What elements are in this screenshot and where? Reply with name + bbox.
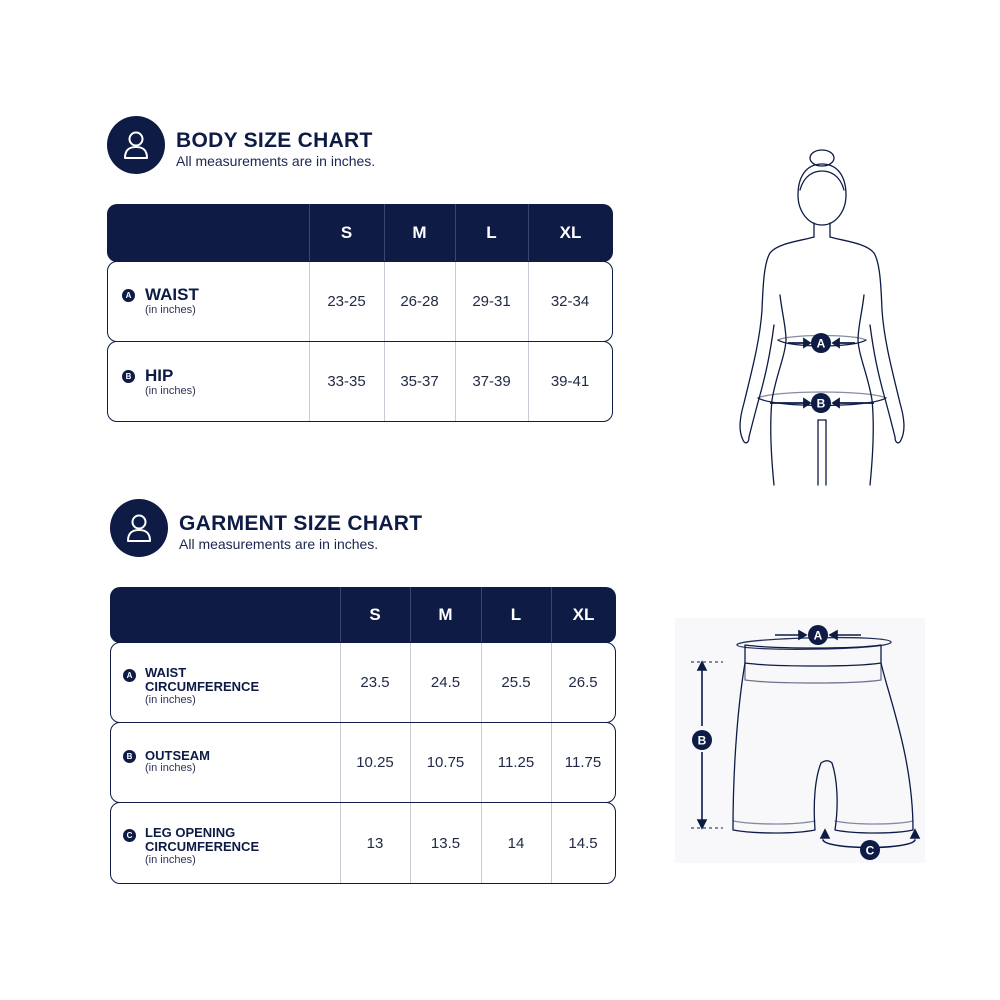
table-cell: 11.75 bbox=[564, 754, 602, 771]
table-row bbox=[107, 261, 613, 342]
size-header-xl: XL bbox=[572, 605, 595, 624]
person-icon bbox=[107, 116, 165, 174]
table-row bbox=[107, 341, 613, 422]
table-cell: 13.5 bbox=[430, 834, 461, 852]
row-label: LEG OPENING bbox=[145, 825, 236, 840]
shorts-garment-illustration bbox=[675, 618, 925, 863]
row-label: OUTSEAM bbox=[145, 748, 210, 763]
table-cell: 26-28 bbox=[400, 293, 439, 310]
table-cell: 10.75 bbox=[426, 754, 465, 771]
garment-chart-subtitle: All measurements are in inches. bbox=[179, 536, 379, 552]
table-cell: 25.5 bbox=[501, 674, 531, 691]
table-cell: 29-31 bbox=[472, 293, 511, 310]
table-cell: 35-37 bbox=[400, 373, 439, 390]
badge-b: B bbox=[123, 750, 136, 763]
garment-label-c: C bbox=[865, 843, 875, 858]
size-header-m: M bbox=[412, 223, 427, 242]
row-unit: (in inches) bbox=[145, 854, 196, 866]
table-cell: 14.5 bbox=[568, 834, 598, 852]
table-cell: 23-25 bbox=[327, 293, 366, 310]
body-chart-subtitle: All measurements are in inches. bbox=[176, 153, 376, 169]
size-header-xl: XL bbox=[559, 223, 582, 242]
row-label-line2: CIRCUMFERENCE bbox=[145, 839, 260, 854]
row-unit: (in inches) bbox=[145, 385, 196, 397]
badge-a: A bbox=[122, 289, 135, 302]
body-figure-illustration bbox=[730, 145, 915, 490]
table-cell: 37-39 bbox=[472, 373, 511, 390]
row-unit: (in inches) bbox=[145, 694, 196, 706]
table-row bbox=[110, 642, 616, 723]
garment-label-b: B bbox=[697, 733, 707, 748]
table-cell: 10.25 bbox=[356, 754, 394, 771]
size-header-l: L bbox=[510, 605, 522, 624]
body-label-b: B bbox=[816, 396, 826, 411]
garment-label-a: A bbox=[813, 628, 823, 643]
garment-chart-header bbox=[110, 587, 616, 643]
badge-a: A bbox=[123, 669, 136, 682]
table-cell: 39-41 bbox=[550, 373, 590, 390]
row-unit: (in inches) bbox=[145, 304, 196, 316]
person-icon bbox=[110, 499, 168, 557]
table-cell: 11.25 bbox=[497, 754, 535, 771]
size-header-m: M bbox=[438, 605, 453, 624]
size-header-s: S bbox=[340, 223, 353, 242]
table-cell: 33-35 bbox=[327, 373, 366, 390]
body-label-a: A bbox=[816, 336, 826, 351]
row-label: WAIST bbox=[145, 665, 187, 680]
body-chart-title: BODY SIZE CHART bbox=[176, 129, 373, 152]
size-header-s: S bbox=[369, 605, 381, 624]
badge-c: C bbox=[123, 829, 136, 842]
table-cell: 13 bbox=[366, 834, 384, 852]
table-cell: 24.5 bbox=[430, 674, 461, 691]
table-cell: 23.5 bbox=[360, 674, 390, 691]
table-row bbox=[110, 722, 616, 803]
size-header-l: L bbox=[486, 223, 497, 242]
table-cell: 32-34 bbox=[550, 293, 590, 310]
badge-b: B bbox=[122, 370, 135, 383]
row-label: HIP bbox=[145, 366, 174, 385]
table-row bbox=[110, 802, 616, 884]
table-cell: 26.5 bbox=[568, 674, 598, 691]
row-unit: (in inches) bbox=[145, 762, 196, 774]
table-cell: 14 bbox=[507, 834, 525, 852]
row-label: WAIST bbox=[145, 285, 199, 304]
row-label-line2: CIRCUMFERENCE bbox=[145, 679, 260, 694]
garment-chart-title: GARMENT SIZE CHART bbox=[179, 512, 423, 535]
body-chart-header bbox=[107, 204, 613, 262]
